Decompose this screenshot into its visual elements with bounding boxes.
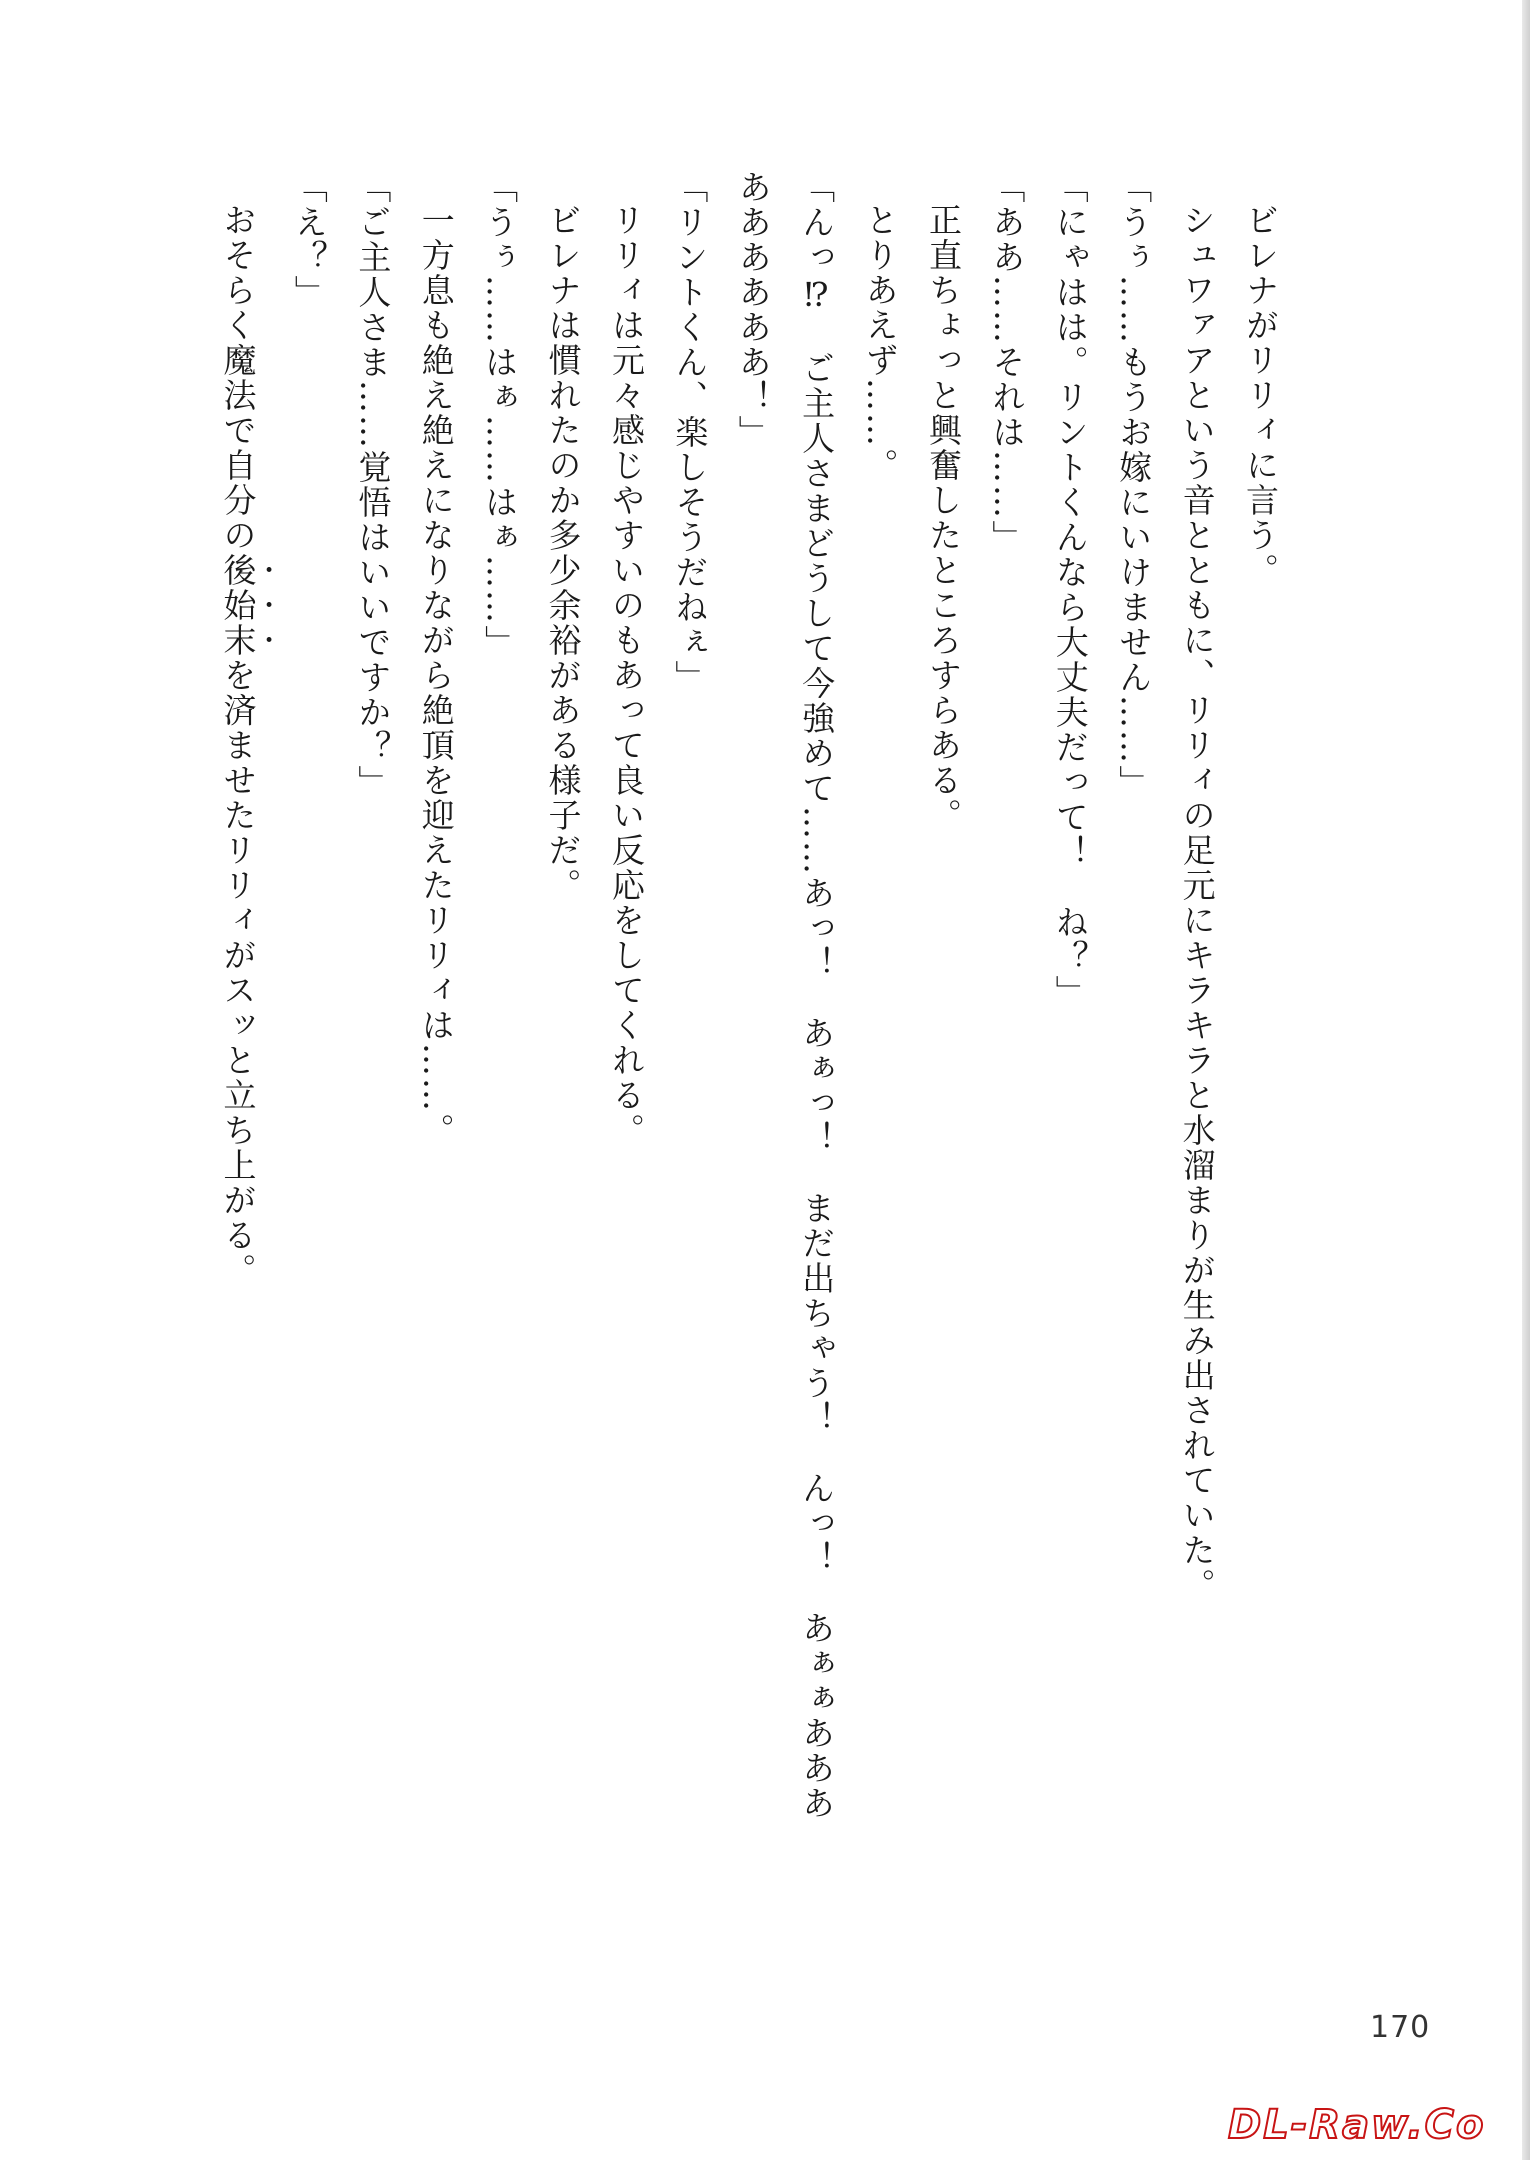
text-line: ビレナがリリィに言う。 — [1241, 203, 1280, 588]
dialogue-line: 「んっ⁉ ご主人さまどうして今強めて……あっ！ あぁっ！ まだ出ちゃう！ んっ！ あぁぁあああ — [797, 170, 837, 1821]
dialogue-line: 「うぅ……はぁ……はぁ……」 — [480, 170, 520, 660]
emphasized-text: 後始末 — [218, 553, 258, 658]
page-number: 170 — [1370, 2010, 1431, 2045]
text-line: リリィは元々感じやすいのもあって良い反応をしてくれる。 — [606, 203, 646, 1148]
dialogue-line: 「ご主人さま……覚悟はいいですか？」 — [353, 170, 393, 800]
dialogue-line: 「にゃはは。リントくんなら大丈夫だって！ ね？」 — [1050, 170, 1090, 1010]
dialogue-line: 「リントくん、楽しそうだねぇ」 — [670, 170, 710, 695]
page-edge — [1522, 0, 1530, 2160]
dialogue-line-continued: ああああああ！」 — [733, 170, 773, 450]
dialogue-line: 「え？」 — [289, 170, 329, 310]
text-line: ビレナは慣れたのか多少余裕がある様子だ。 — [543, 203, 583, 903]
watermark-logo: DL-Raw.Co — [1228, 2102, 1486, 2148]
text-line: とりあえず……。 — [860, 203, 900, 483]
dialogue-line: 「うぅ……もうお嫁にいけません……」 — [1114, 170, 1154, 800]
vertical-text-block — [206, 170, 1292, 2070]
dialogue-line: 「ああ……それは……」 — [987, 170, 1027, 555]
text-line: おそらく魔法で自分の後始末を済ませたリリィがスッと立ち上がる。 — [218, 203, 258, 1288]
text-line: シュワァアという音とともに、リリィの足元にキラキラと水溜まりが生み出されていた。 — [1177, 203, 1217, 1603]
text-line: 正直ちょっと興奮したところすらある。 — [923, 203, 963, 833]
text-line: 一方息も絶え絶えになりながら絶頂を迎えたリリィは……。 — [416, 203, 456, 1148]
